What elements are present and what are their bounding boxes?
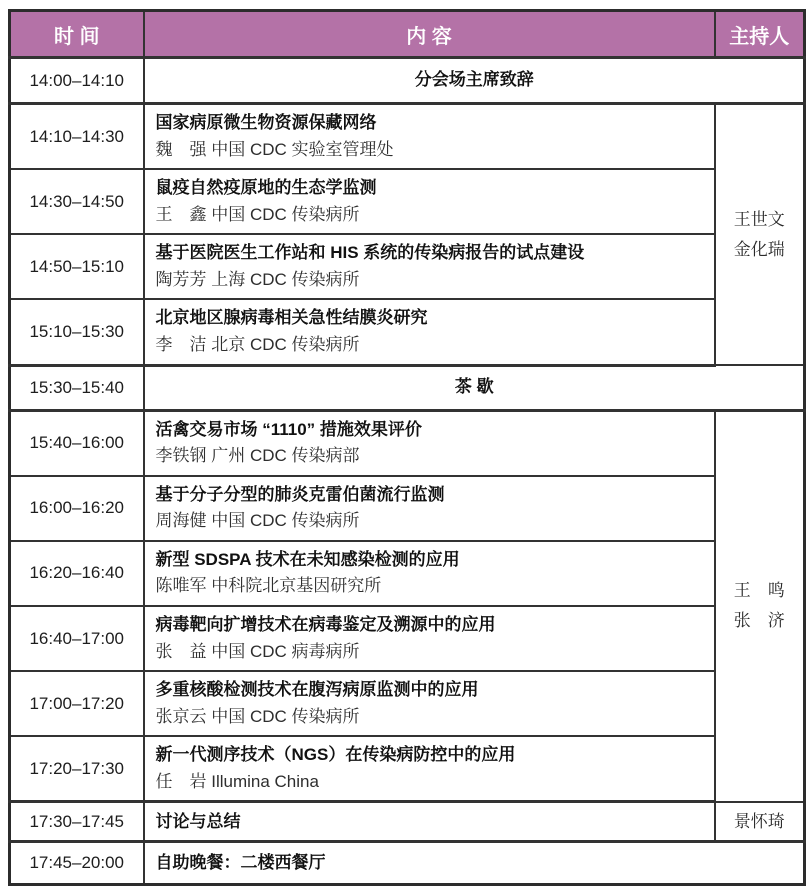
host-name: 金化瑞	[733, 239, 785, 259]
time-cell: 17:30–17:45	[10, 802, 144, 842]
talk-speaker: 张 益 中国 CDC 病毒病所	[155, 641, 360, 661]
talk-title: 基于医院医生工作站和 HIS 系统的传染病报告的试点建设	[155, 243, 585, 263]
talk-speaker: 张京云 中国 CDC 传染病所	[155, 706, 360, 726]
time-cell: 17:45–20:00	[10, 842, 144, 885]
talk-title: 活禽交易市场 “1110” 措施效果评价	[155, 419, 422, 439]
time-cell: 15:40–16:00	[10, 410, 144, 476]
table-row	[10, 365, 805, 410]
table-row	[10, 541, 805, 606]
talk-speaker: 陈唯军 中科院北京基因研究所	[155, 576, 382, 596]
talk-title: 多重核酸检测技术在腹泻病原监测中的应用	[155, 680, 479, 700]
talk-speaker: 王 鑫 中国 CDC 传染病所	[155, 204, 360, 224]
time-cell: 16:40–17:00	[10, 606, 144, 671]
header-content: 内 容	[144, 11, 715, 58]
talk-title: 新型 SDSPA 技术在未知感染检测的应用	[155, 549, 460, 569]
talk-title: 新一代测序技术（NGS）在传染病防控中的应用	[155, 745, 516, 765]
time-cell: 14:10–14:30	[10, 104, 144, 170]
content-cell	[144, 410, 715, 476]
content-cell	[144, 736, 715, 802]
time-cell: 15:10–15:30	[10, 299, 144, 365]
header-time: 时 间	[10, 11, 144, 58]
talk-speaker: 李 洁 北京 CDC 传染病所	[155, 335, 360, 355]
host-name: 王世文	[733, 209, 785, 229]
content-cell	[144, 299, 715, 365]
talk-title: 基于分子分型的肺炎克雷伯菌流行监测	[155, 484, 445, 504]
dinner-label: 自助晚餐：二楼西餐厅	[155, 853, 326, 873]
table-row	[10, 104, 805, 170]
host-cell	[715, 802, 805, 842]
session-title: 分会场主席致辞	[414, 70, 534, 90]
talk-speaker: 李铁钢 广州 CDC 传染病部	[155, 446, 360, 466]
schedule-table	[8, 9, 806, 886]
talk-title: 鼠疫自然疫原地的生态学监测	[155, 178, 377, 198]
session-title: 讨论与总结	[155, 811, 241, 831]
talk-speaker: 魏 强 中国 CDC 实验室管理处	[155, 139, 394, 159]
talk-title: 病毒靶向扩增技术在病毒鉴定及溯源中的应用	[155, 614, 496, 634]
table-header-row	[10, 11, 805, 58]
content-cell	[144, 541, 715, 606]
table-row	[10, 58, 805, 104]
content-cell	[144, 58, 805, 104]
table-row	[10, 671, 805, 736]
content-cell	[144, 842, 805, 885]
time-cell: 17:20–17:30	[10, 736, 144, 802]
time-cell: 16:20–16:40	[10, 541, 144, 606]
time-cell: 17:00–17:20	[10, 671, 144, 736]
time-cell: 14:50–15:10	[10, 234, 144, 299]
table-row	[10, 606, 805, 671]
content-cell	[144, 365, 805, 410]
table-row	[10, 802, 805, 842]
table-row	[10, 299, 805, 365]
table-row	[10, 410, 805, 476]
table-row	[10, 842, 805, 885]
talk-title: 北京地区腺病毒相关急性结膜炎研究	[155, 308, 428, 328]
talk-speaker: 周海健 中国 CDC 传染病所	[155, 511, 360, 531]
host-name: 王 鸣	[733, 581, 785, 601]
time-cell: 14:00–14:10	[10, 58, 144, 104]
content-cell	[144, 476, 715, 541]
content-cell	[144, 671, 715, 736]
content-cell	[144, 234, 715, 299]
content-cell	[144, 104, 715, 170]
table-row	[10, 234, 805, 299]
table-row	[10, 476, 805, 541]
header-host: 主持人	[715, 11, 805, 58]
content-cell	[144, 169, 715, 234]
content-cell	[144, 606, 715, 671]
host-cell	[715, 104, 805, 366]
talk-speaker: 任 岩 Illumina China	[155, 771, 319, 791]
content-cell	[144, 802, 715, 842]
time-cell: 15:30–15:40	[10, 365, 144, 410]
host-cell	[715, 410, 805, 802]
table-row	[10, 736, 805, 802]
table-row	[10, 169, 805, 234]
break-label: 茶 歇	[454, 377, 494, 397]
host-name: 张 济	[733, 611, 785, 631]
host-name: 景怀琦	[733, 811, 785, 831]
talk-speaker: 陶芳芳 上海 CDC 传染病所	[155, 269, 360, 289]
talk-title: 国家病原微生物资源保藏网络	[155, 113, 377, 132]
time-cell: 16:00–16:20	[10, 476, 144, 541]
time-cell: 14:30–14:50	[10, 169, 144, 234]
